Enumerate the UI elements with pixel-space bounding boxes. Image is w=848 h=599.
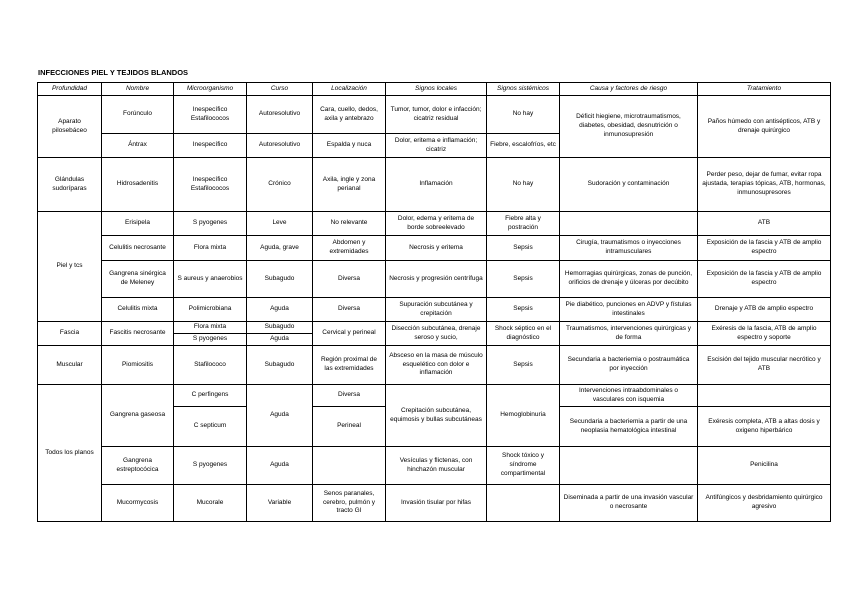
cell: Penicilina (698, 447, 831, 485)
cell: Shock tóxico y síndrome compartimental (487, 447, 560, 485)
cell: S pyogenes (174, 334, 247, 346)
cell: Exéresis de la fascia, ATB de amplio espectro y soporte (698, 322, 831, 346)
name-cell: Gangrena estreptocócica (102, 447, 174, 485)
cell: Aguda (247, 385, 313, 447)
cell: Aguda (247, 298, 313, 322)
cell: Traumatismos, intervenciones quirúrgicas y de forma (560, 322, 698, 346)
cell: Diversa (313, 298, 386, 322)
cell: Diversa (313, 261, 386, 298)
name-cell: Fascitis necrosante (102, 322, 174, 346)
cell: Necrosis y progresión centrífuga (386, 261, 487, 298)
group-cell: Todos los planos (38, 385, 102, 522)
cell: ATB (698, 212, 831, 236)
name-cell: Hidrosadenitis (102, 158, 174, 212)
cell: C septicum (174, 407, 247, 447)
cell: Fiebre alta y postración (487, 212, 560, 236)
cell: Flora mixta (174, 236, 247, 261)
cell: Pie diabético, punciones en ADVP y fístulas intestinales (560, 298, 698, 322)
name-cell: Mucormycosis (102, 485, 174, 522)
cell: Escisión del tejido muscular necrótico y ATB (698, 346, 831, 385)
table-row (38, 158, 831, 212)
group-cell: Glándulas sudoríparas (38, 158, 102, 212)
cell: Mucorale (174, 485, 247, 522)
cell: Sepsis (487, 346, 560, 385)
cell: Crepitación subcutánea, equimosis y bullas subcutáneas (386, 385, 487, 447)
cell: Diseminada a partir de una invasión vascular o necrosante (560, 485, 698, 522)
cell: No hay (487, 96, 560, 134)
table-row (38, 212, 831, 236)
group-cell: Fascia (38, 322, 102, 346)
cell: Tumor, tumor, dolor e infacción; cicatriz residual (386, 96, 487, 134)
table-row (38, 385, 831, 407)
header-cell: Signos locales (386, 83, 487, 96)
cell: Subagudo (247, 346, 313, 385)
name-cell: Piomiositis (102, 346, 174, 385)
name-cell: Gangrena gaseosa (102, 385, 174, 447)
table-row (38, 236, 831, 261)
table-row (38, 322, 831, 334)
cell: Supuración subcutánea y crepitación (386, 298, 487, 322)
cell: Shock séptico en el diagnóstico (487, 322, 560, 346)
table-row (38, 261, 831, 298)
cell: Aguda (247, 447, 313, 485)
cell: Inflamación (386, 158, 487, 212)
cell: Dolor, edema y eritema de borde sobreelevado (386, 212, 487, 236)
header-cell: Microorganismo (174, 83, 247, 96)
cell: Drenaje y ATB de amplio espectro (698, 298, 831, 322)
header-cell: Localización (313, 83, 386, 96)
cell: Hemorragias quirúrgicas, zonas de punción, orificios de drenaje y úlceras por decúbito (560, 261, 698, 298)
table-row (38, 298, 831, 322)
cell: S pyogenes (174, 447, 247, 485)
cell: Leve (247, 212, 313, 236)
cell: No relevante (313, 212, 386, 236)
header-cell: Profundidad (38, 83, 102, 96)
cell: Sepsis (487, 298, 560, 322)
name-cell: Ántrax (102, 134, 174, 158)
table-row (38, 485, 831, 522)
cell: Secundaria a bacteriemia o postraumática por inyección (560, 346, 698, 385)
cell: Diversa (313, 385, 386, 407)
cell: Fiebre, escalofríos, etc (487, 134, 560, 158)
cell: Aguda, grave (247, 236, 313, 261)
table-row (38, 447, 831, 485)
cell: Exposición de la fascia y ATB de amplio espectro (698, 261, 831, 298)
cell: Exéresis completa, ATB a altas dosis y oxigeno hiperbárico (698, 407, 831, 447)
cell: S aureus y anaerobios (174, 261, 247, 298)
cell: Región proximal de las extremidades (313, 346, 386, 385)
cell: Autoresolutivo (247, 96, 313, 134)
cell (560, 447, 698, 485)
cell: Cirugía, traumatismos o inyecciones intramusculares (560, 236, 698, 261)
cell: Vesículas y flictenas, con hinchazón muscular (386, 447, 487, 485)
table-row (38, 96, 831, 134)
cell: Subagudo (247, 322, 313, 334)
cell: Sepsis (487, 236, 560, 261)
header-row (38, 83, 831, 96)
name-cell: Gangrena sinérgica de Meleney (102, 261, 174, 298)
cell: Subagudo (247, 261, 313, 298)
cell: Sudoración y contaminación (560, 158, 698, 212)
cell: Inespecífico (174, 134, 247, 158)
cell: No hay (487, 158, 560, 212)
cell: Secundaria a bacteriemia a partir de una neoplasia hematológica intestinal (560, 407, 698, 447)
cell: Abdomen y extremidades (313, 236, 386, 261)
group-cell: Aparato pilosebáceo (38, 96, 102, 158)
cell: Antifúngicos y desbridamiento quirúrgico agresivo (698, 485, 831, 522)
cell: Hemoglobinuria (487, 385, 560, 447)
cell: Invasión tisular por hifas (386, 485, 487, 522)
name-cell: Celulitis necrosante (102, 236, 174, 261)
cell: Crónico (247, 158, 313, 212)
infections-table (37, 82, 831, 522)
cell: Absceso en la masa de músculo esquelético con dolor e inflamación (386, 346, 487, 385)
cell: Paños húmedo con antisépticos, ATB y drenaje quirúrgico (698, 96, 831, 158)
cell: Perineal (313, 407, 386, 447)
name-cell: Erisipela (102, 212, 174, 236)
cell: Cervical y perineal (313, 322, 386, 346)
header-cell: Causa y factores de riesgo (560, 83, 698, 96)
cell: Sepsis (487, 261, 560, 298)
cell: Exposición de la fascia y ATB de amplio espectro (698, 236, 831, 261)
cell (560, 212, 698, 236)
cell: Senos paranales, cerebro, pulmón y tracto GI (313, 485, 386, 522)
cell (487, 485, 560, 522)
group-cell: Muscular (38, 346, 102, 385)
header-cell: Nombre (102, 83, 174, 96)
name-cell: Forúnculo (102, 96, 174, 134)
cell: Axila, ingle y zona perianal (313, 158, 386, 212)
cell: C perfingens (174, 385, 247, 407)
cell: Aguda (247, 334, 313, 346)
cell: Inespecífico Estafilococos (174, 96, 247, 134)
header-cell: Tratamiento (698, 83, 831, 96)
cell: Déficit hiegiene, microtraumatismos, diabetes, obesidad, desnutrición o inmunosupresión (560, 96, 698, 158)
cell: Polimicrobiana (174, 298, 247, 322)
cell: Variable (247, 485, 313, 522)
header-cell: Signos sistémicos (487, 83, 560, 96)
cell: Dolor, eritema e inflamación; cicatriz (386, 134, 487, 158)
document-title: INFECCIONES PIEL Y TEJIDOS BLANDOS (38, 68, 189, 77)
cell: S pyogenes (174, 212, 247, 236)
cell: Cara, cuello, dedos, axila y antebrazo (313, 96, 386, 134)
cell (698, 385, 831, 407)
cell: Inespecífico Estafilococos (174, 158, 247, 212)
cell: Necrosis y eritema (386, 236, 487, 261)
cell: Stafilococo (174, 346, 247, 385)
cell: Flora mixta (174, 322, 247, 334)
table-row (38, 346, 831, 385)
group-cell: Piel y tcs (38, 212, 102, 322)
name-cell: Celulitis mixta (102, 298, 174, 322)
cell: Espalda y nuca (313, 134, 386, 158)
cell (313, 447, 386, 485)
cell: Disección subcutánea, drenaje seroso y sucio, (386, 322, 487, 346)
header-cell: Curso (247, 83, 313, 96)
cell: Perder peso, dejar de fumar, evitar ropa ajustada, terapias tópicas, ATB, hormonas, inmunosupresores (698, 158, 831, 212)
cell: Intervenciones intraabdominales o vasculares con isquemia (560, 385, 698, 407)
cell: Autoresolutivo (247, 134, 313, 158)
